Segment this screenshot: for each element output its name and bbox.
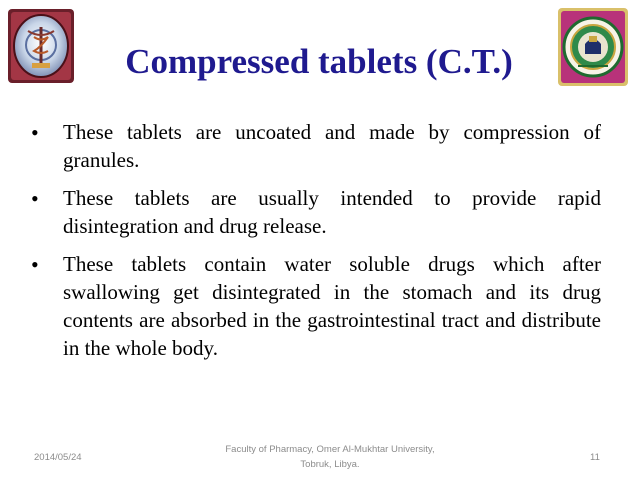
slide-title: Compressed tablets (C.T.) [125, 42, 513, 81]
faculty-of-pharmacy-logo [6, 7, 76, 85]
bullet-text: These tablets are usually intended to provide rapid disintegration and drug release. [63, 186, 601, 238]
footer-date: 2014/05/24 [34, 452, 82, 463]
omar-al-mukhtar-university-logo [556, 6, 630, 88]
footer-institution [210, 442, 450, 472]
bullet-text: These tablets are uncoated and made by compression of granules. [63, 120, 601, 172]
bullet-dot: • [31, 252, 39, 277]
footer-institution-line1: Faculty of Pharmacy, Omer Al-Mukhtar University, [225, 444, 435, 455]
footer-institution-line2: Tobruk, Libya. [300, 459, 360, 470]
page-number: 11 [590, 452, 600, 463]
bullet-dot: • [31, 120, 39, 145]
bullet-text: These tablets contain water soluble drugs which after swallowing get disintegrated in the stomach and its drug contents are absorbed in the gastrointestinal tract and distribute in the whole body. [63, 252, 601, 360]
bullet-dot: • [31, 186, 39, 211]
